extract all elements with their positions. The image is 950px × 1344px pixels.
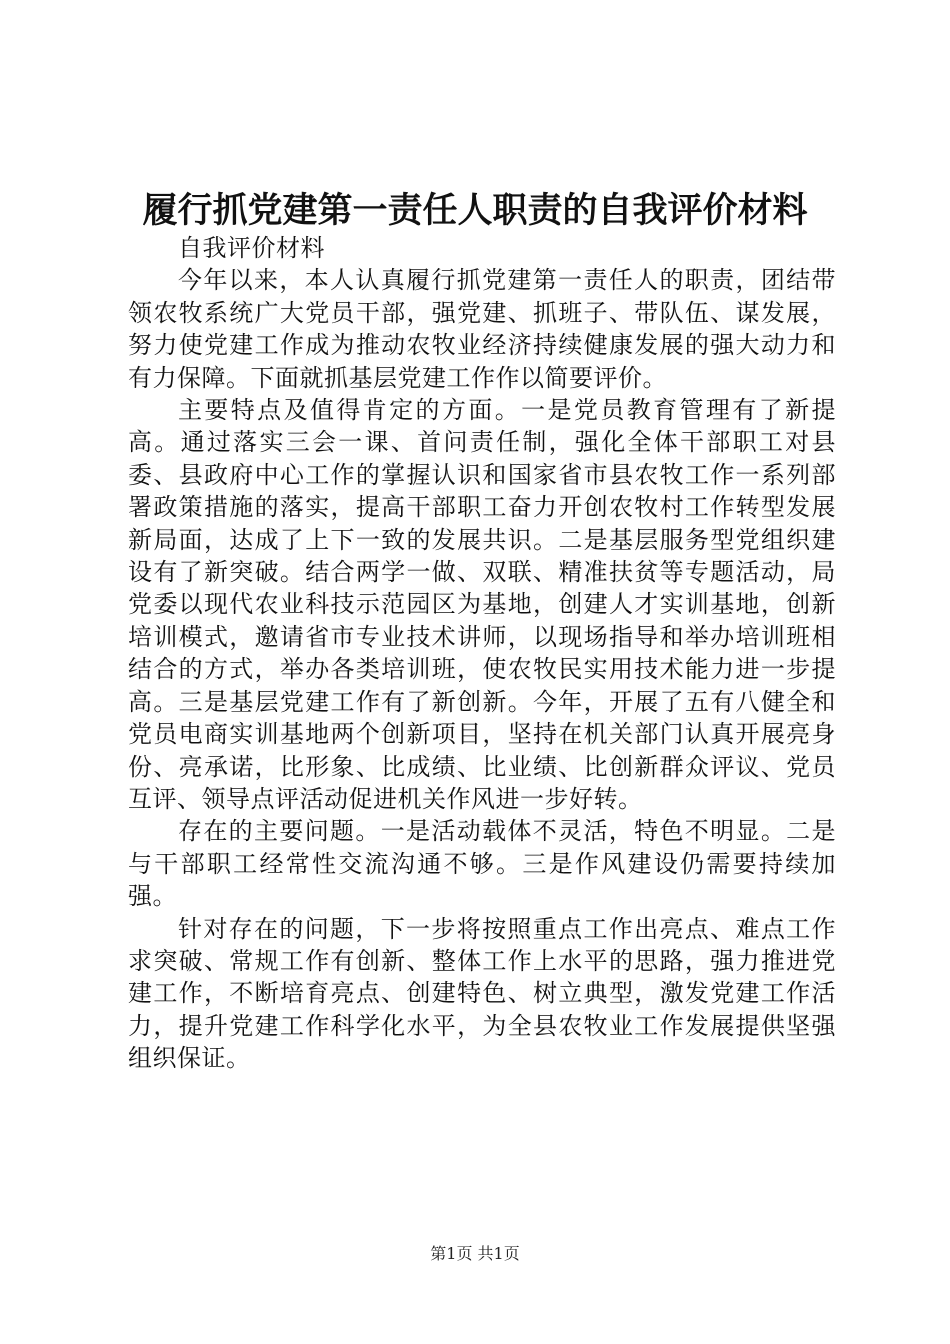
paragraph-achievements: 主要特点及值得肯定的方面。一是党员教育管理有了新提高。通过落实三会一课、首问责任制，强化全体干部职工对县委、县政府中心工作的掌握认识和国家省市县农牧工作一系列部署政策措施的落实，提高干部职工奋力开创农牧村工作转型发展新局面，达成了上下一致的发展共识。二是基层服务型党组织建设有了新突破。结合两学一做、双联、精准扶贫等专题活动，局党委以现代农业科技示范园区为基地，创建人才实训基地，创新培训模式，邀请省市专业技术讲师，以现场指导和举办培训班相结合的方式，举办各类培训班，使农牧民实用技术能力进一步提高。三是基层党建工作有了新创新。今年，开展了五有八健全和党员电商实训基地两个创新项目，坚持在机关部门认真开展亮身份、亮承诺，比形象、比成绩、比业绩、比创新群众评议、党员互评、领导点评活动促进机关作风进一步好转。	[128, 396, 836, 813]
paragraph-problems: 存在的主要问题。一是活动载体不灵活，特色不明显。二是与干部职工经常性交流沟通不够。三是作风建设仍需要持续加强。	[128, 817, 836, 911]
page-number-footer: 第1页 共1页	[430, 1244, 520, 1263]
paragraph-next-steps: 针对存在的问题，下一步将按照重点工作出亮点、难点工作求突破、常规工作有创新、整体工作上水平的思路，强力推进党建工作，不断培育亮点、创建特色、树立典型，激发党建工作活力，提升党建工作科学化水平，为全县农牧业工作发展提供坚强组织保证。	[128, 914, 836, 1073]
document-title: 履行抓党建第一责任人职责的自我评价材料	[142, 190, 808, 231]
paragraph-subtitle: 自我评价材料	[178, 234, 325, 262]
document-body	[128, 232, 836, 1075]
paragraph-intro: 今年以来，本人认真履行抓党建第一责任人的职责，团结带领农牧系统广大党员干部，强党建、抓班子、带队伍、谋发展，努力使党建工作成为推动农牧业经济持续健康发展的强大动力和有力保障。下面就抓基层党建工作作以简要评价。	[128, 266, 836, 392]
